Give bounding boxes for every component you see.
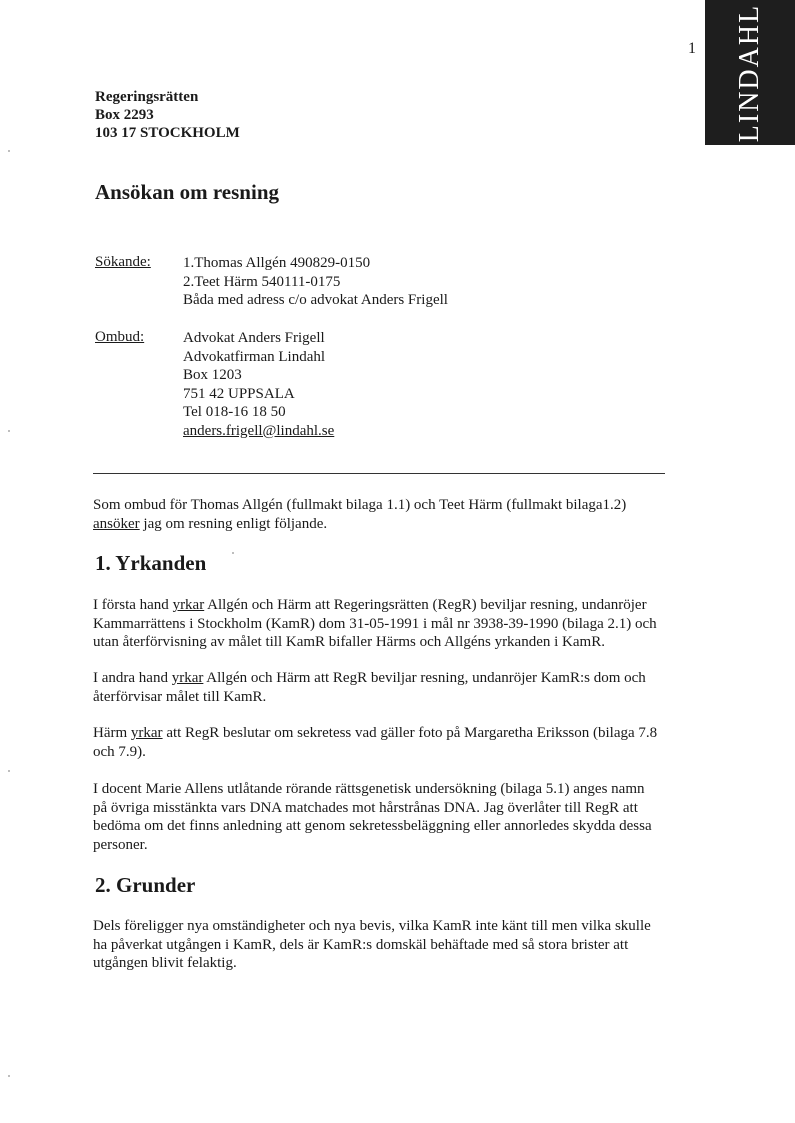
ombud-details (183, 329, 334, 440)
scan-speck (8, 150, 10, 152)
logo-text: LINDAHL (734, 3, 765, 142)
text-run: Allgén och Härm att Regeringsrätten (RegR) beviljar resning, undanröjer (204, 597, 647, 613)
horizontal-divider (93, 473, 665, 474)
ombud-email-link[interactable]: anders.frigell@lindahl.se (183, 422, 335, 439)
yrkanden-paragraph-3 (93, 724, 705, 761)
paragraph-line: återförvisar målet till KamR. (93, 688, 267, 705)
paragraph-line: Dels föreligger nya omständigheter och nya bevis, vilka KamR inte känt till men vilka skulle (93, 918, 651, 934)
paragraph-line: utgången blivit felaktig. (93, 955, 237, 971)
grunder-paragraph-1 (93, 917, 705, 973)
yrkanden-paragraph-1 (93, 596, 705, 652)
lindahl-logo (705, 0, 795, 145)
ombud-line: Advokat Anders Frigell (183, 330, 325, 346)
paragraph-line: på övriga misstänkta vars DNA matchades mot hårstrånas DNA. Jag överlåter till RegR att (93, 799, 638, 816)
ombud-line: Tel 018-16 18 50 (183, 404, 286, 420)
sokande-details (183, 254, 448, 310)
text-run: Allgén och Härm att RegR beviljar resning, undanröjer KamR:s dom och (203, 670, 646, 686)
section-heading-yrkanden: 1. Yrkanden (95, 551, 207, 575)
paragraph-line: Kammarrättens i Stockholm (KamR) dom 31-05-1991 i mål nr 3938-39-1990 (bilaga 2.1) och (93, 615, 657, 632)
intro-line: Som ombud för Thomas Allgén (fullmakt bilaga 1.1) och Teet Härm (fullmakt bilaga1.2) (93, 497, 627, 513)
paragraph-line: utan återförvisning av målet till KamR bifaller Härms och Allgéns yrkanden i KamR. (93, 634, 605, 650)
sokande-line: 1.Thomas Allgén 490829-0150 (183, 255, 371, 271)
intro-line-rest: jag om resning enligt följande. (139, 515, 328, 532)
text-run: I första hand (93, 597, 173, 613)
recipient-line: Box 2293 (95, 107, 154, 123)
yrkar-word: yrkar (130, 725, 163, 741)
recipient-address (95, 88, 240, 142)
sokande-label: Sökande: (95, 254, 151, 270)
paragraph-line: bedöma om det finns anledning att genom sekretessbeläggning eller annorledes skydda dessa (93, 818, 652, 834)
ansoker-word: ansöker (93, 515, 140, 532)
yrkar-word: yrkar (172, 597, 205, 613)
yrkanden-paragraph-4 (93, 780, 705, 854)
intro-paragraph (93, 496, 705, 533)
page-number: 1 (688, 40, 696, 57)
recipient-line: 103 17 STOCKHOLM (95, 125, 240, 141)
paragraph-line (93, 724, 705, 743)
section-heading-grunder: 2. Grunder (95, 873, 196, 897)
ombud-label: Ombud: (95, 329, 145, 345)
scan-speck (8, 430, 10, 432)
text-run: Härm (93, 725, 131, 741)
sokande-line: 2.Teet Härm 540111-0175 (183, 273, 341, 290)
sokande-line: Båda med adress c/o advokat Anders Frigell (183, 292, 448, 308)
paragraph-line (93, 596, 705, 615)
paragraph-line (93, 669, 705, 688)
ombud-line: Box 1203 (183, 367, 242, 383)
recipient-line: Regeringsrätten (95, 89, 199, 105)
ombud-line: 751 42 UPPSALA (183, 385, 295, 402)
paragraph-line: personer. (93, 836, 148, 853)
text-run: I andra hand (93, 670, 172, 686)
paragraph-line: och 7.9). (93, 743, 146, 760)
scan-speck (8, 770, 10, 772)
scan-speck (8, 1075, 10, 1077)
document-title: Ansökan om resning (95, 180, 279, 204)
paragraph-line: I docent Marie Allens utlåtande rörande rättsgenetisk undersökning (bilaga 5.1) anges namn (93, 781, 645, 797)
scan-speck (232, 552, 234, 554)
paragraph-line: ha påverkat utgången i KamR, dels är KamR:s domskäl behäftade med så stora brister att (93, 936, 629, 953)
yrkar-word: yrkar (171, 670, 204, 686)
ombud-line: Advokatfirman Lindahl (183, 348, 326, 365)
yrkanden-paragraph-2 (93, 669, 705, 706)
intro-line (93, 515, 705, 534)
text-run: att RegR beslutar om sekretess vad gäller foto på Margaretha Eriksson (bilaga 7.8 (162, 725, 658, 741)
